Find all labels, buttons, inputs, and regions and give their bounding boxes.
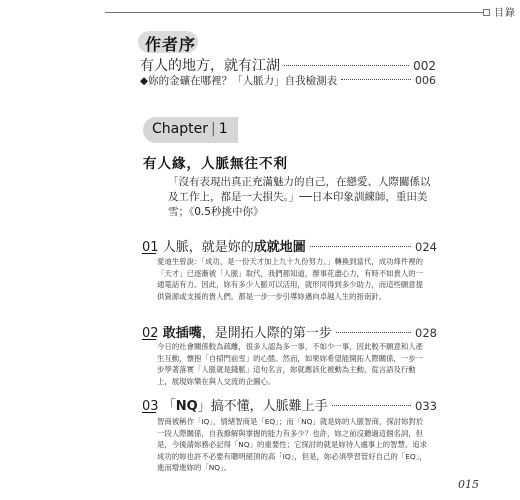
dot-leader [310, 246, 411, 247]
running-header: 目錄 [494, 8, 516, 19]
section-title: 01 人脈，就是妳的成就地圖 [142, 240, 306, 255]
section-number-underline [142, 412, 156, 413]
chapter-separator: | [210, 121, 216, 137]
dot-leader [284, 65, 409, 66]
preface-title: 作者序 [145, 35, 197, 54]
toc-page-number: 024 [415, 240, 437, 254]
toc-page-number: 006 [415, 74, 436, 87]
toc-entry-section-02[interactable] [142, 322, 437, 341]
dot-leader [332, 405, 411, 406]
toc-entry-preface[interactable] [140, 55, 436, 75]
section-number-underline [142, 253, 156, 254]
section-number: 03 [142, 399, 159, 414]
page-number: 015 [458, 478, 479, 491]
header-rule [105, 12, 483, 13]
section-summary: 智商被稱作「IQ」，情緒智商是「EQ」；而「NQ」就是妳的人脈智商，探討妳對於一段人際關係，自我撩解與掌握的能力有多少？也許，妳之前沒聽過這個名詞，但是，今後請妳務必記得「NQ」的重要性；它探討的就是妳待人處事上的智慧。追求成功的妳也許不必要有聰明絕頂的高「IQ」，但是，妳必須學習管好自己的「EQ」，進而增進妳的「NQ」。 [157, 417, 428, 472]
header-square-mark [483, 9, 490, 16]
section-title-emphasis: 成就地圖 [253, 240, 306, 255]
section-title: 03 「NQ」搞不懂，人脈難上手 [142, 399, 328, 414]
section-title-emphasis: 敢插嘴 [162, 326, 202, 341]
toc-entry-section-03[interactable] [142, 395, 437, 414]
dot-leader [336, 332, 411, 333]
section-number: 02 [142, 326, 159, 341]
chapter-number: 1 [218, 121, 228, 137]
toc-page-number: 033 [415, 399, 437, 413]
section-number: 01 [142, 240, 159, 255]
section-summary: 愛迪生曾說：「成功，是一份天才加上九十九份努力。」轉換到當代，成功烽件裡的「天才」已逐漸被「人脈」取代，我們都知道，辦事花盡心力，有時不如貴人的一通電話有力。因此，妳有多少人脈可以活用，就形同得到多少助力，而這些願意提供資源或支援的貴人們，都是一步一步引導妳邁向卓越人生的指南針。 [157, 257, 424, 301]
toc-entry-title: 有人的地方，就有江湖 [140, 58, 280, 74]
toc-page-number: 028 [415, 326, 437, 340]
section-summary: 今日的社會關係較為疏離，很多人認為多一事，不如少一事，因此較不願意和人產生互動，懷抱「自掃門前雪」的心態。然而，如果妳希望能開拓人際關係，一步一步學著落實「人脈就是錢脈」這句名言，妳就應該化被動為主動，從言語及行動上，展現妳樂在與人交流的企圖心。 [157, 342, 424, 386]
dot-leader [341, 79, 411, 80]
section-title-emphasis: NQ [175, 399, 198, 414]
toc-entry-self-test[interactable] [140, 73, 436, 88]
chapter-word: Chapter [152, 121, 208, 137]
toc-entry-section-01[interactable] [142, 236, 437, 255]
chapter-quote: 「沒有表現出真正充滿魅力的自己，在戀愛、人際關係以及工作上，都是一大損失。」──日本印象訓練師，重田美雪；《0.5秒挑中你》 [168, 176, 431, 218]
section-number-underline [142, 339, 156, 340]
chapter-label [152, 121, 228, 137]
chapter-title: 有人緣，人脈無往不利 [143, 156, 288, 172]
toc-page-number: 002 [413, 59, 436, 73]
toc-entry-title: ◆妳的金礦在哪裡？「人脈力」自我檢測表 [140, 75, 338, 87]
section-title: 02 敢插嘴，是開拓人際的第一步 [142, 326, 332, 341]
